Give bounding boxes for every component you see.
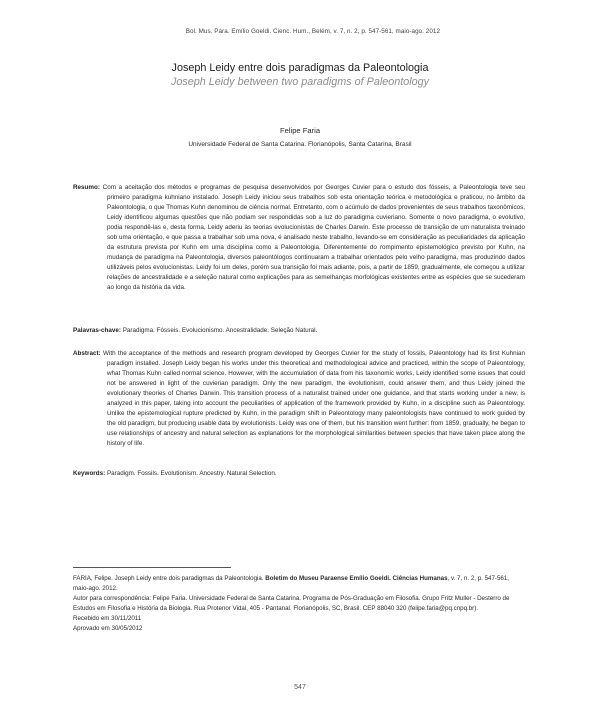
keywords-section [73, 469, 525, 479]
palavras-chave-section [73, 326, 525, 336]
citation [73, 574, 525, 594]
footnote-divider [73, 567, 231, 568]
abstract-text: With the acceptance of the methods and research program developed by Georges Cuvier for the study of fossils, Paleontology had its first Kuhnian paradigm installed. Joseph Leidy began his works under this theoretical and methodological advice and practiced, within the scope of Paleontology, what Thomas Kuhn called normal science. However, with the accumulation of data from his taxonomic works, Leidy identified some issues that could not be answered in light of the cuvierian paradigm. Only the new paradigm, the evolutionism, could answer them, and thus Leidy joined the evolutionary theories of Charles Darwin. This transition process of a naturalist trained under one guidance, and that starts working under a new, is analyzed in this paper, taking into account the peculiarities of application of the framework provided by Kuhn, in a discipline such as Paleontology. Unlike the epistemological rupture predicted by Kuhn, in the paradigm shift in Paleontology many paleontologists have continued to work guided by the old paradigm, but producing usable data by evolutionists. Leidy was one of them, but his transition went further: from 1859, gradually, he began to use relationships of ancestry and natural selection as explanations for the morphological similarities between species that have taken place along the history of life. [103, 350, 526, 447]
resumo-text: Com a aceitação dos métodos e programas de pesquisa desenvolvidos por Georges Cuvier para o estudo dos fósseis, a Paleontologia teve seu primeiro paradigma kuhniano instalado. Joseph Leidy iniciou seus trabalhos sob esta orientação teórica e metodológica e praticou, no âmbito da Paleontologia, o que Thomas Kuhn denominou de ciência normal. Entretanto, com o acúmulo de dados provenientes de seus trabalhos taxonômicos, Leidy identificou algumas questões que não podiam ser respondidas sob a luz do paradigma cuvieriano. Somente o novo paradigma, o evolutivo, podia respondê-las e, desta forma, Leidy aderiu às teorias evolucionistas de Charles Darwin. Este processo de transição de um naturalista treinado sob uma orientação, e que passa a trabalhar sob uma nova, é analisado neste trabalho, levando-se em consideração as peculiaridades da aplicação da estrutura prevista por Kuhn em uma disciplina como a Paleontologia. Diferentemente do rompimento epistemológico previsto por Kuhn, na mudança de paradigma na Paleontologia, diversos paleontólogos continuaram a trabalhar orientados pelo velho paradigma, mas produzindo dados utilizáveis pelos evolucionistas. Leidy foi um deles, porém sua transição foi mais adiante, pois, a partir de 1859, gradualmente, ele começou a utilizar relações de ancestralidade e a seleção natural como explicações para as semelhanças morfológicas existentes entre as espécies que se sucederam ao longo da história da vida. [102, 184, 525, 291]
footnotes [73, 574, 525, 633]
received-date: Recebido em 30/11/2011 [73, 614, 142, 622]
palavras-chave-text: Paradigma. Fósseis. Evolucionismo. Ancestralidade. Seleção Natural. [122, 327, 318, 334]
citation-journal: Boletim do Museu Paraense Emílio Goeldi. Ciências Humanas [265, 575, 448, 582]
article-subtitle: Joseph Leidy between two paradigms of Paleontology [170, 76, 430, 88]
author-name: Felipe Faria [279, 126, 321, 135]
resumo-section [73, 183, 525, 292]
correspondence: Autor para correspondência: Felipe Faria. Universidade Federal de Santa Catarina. Programa de Pós-Graduação em Filosofia. Grupo Fritz Muller - Desterro de Estudos em Filosofia e História da Biologia. Rua Protenor Vidal, 405 - Pantanal. Florianópolis, SC, Brasil. CEP 88040 320 (felipe.faria@pq.cnpq.br). [73, 594, 510, 612]
author-affiliation: Universidade Federal de Santa Catarina. Florianópolis, Santa Catarina, Brasil [188, 141, 412, 148]
keywords-label: Keywords: [73, 470, 106, 477]
citation-suffix: , v. 7, n. 2, p. 547-561, maio-ago. 2012. [73, 575, 510, 592]
palavras-chave-label: Palavras-chave: [73, 327, 121, 334]
abstract-section [73, 349, 525, 449]
article-title: Joseph Leidy entre dois paradigmas da Paleontologia [171, 62, 429, 74]
approved-date: Aprovado em 30/05/2012 [73, 624, 143, 632]
keywords-text: Paradigm. Fossils. Evolutionism. Ancestry. Natural Selection. [106, 470, 277, 477]
citation-prefix: FARIA, Felipe. Joseph Leidy entre dois paradigmas da Paleontologia. [73, 575, 264, 582]
resumo-label: Resumo: [73, 184, 100, 191]
running-head: Bol. Mus. Para. Emílio Goeldi. Cienc. Hum., Belém, v. 7, n. 2, p. 547-561, maio-ago. 2012 [185, 28, 440, 35]
page-number: 547 [294, 684, 306, 691]
abstract-label: Abstract: [73, 350, 101, 357]
